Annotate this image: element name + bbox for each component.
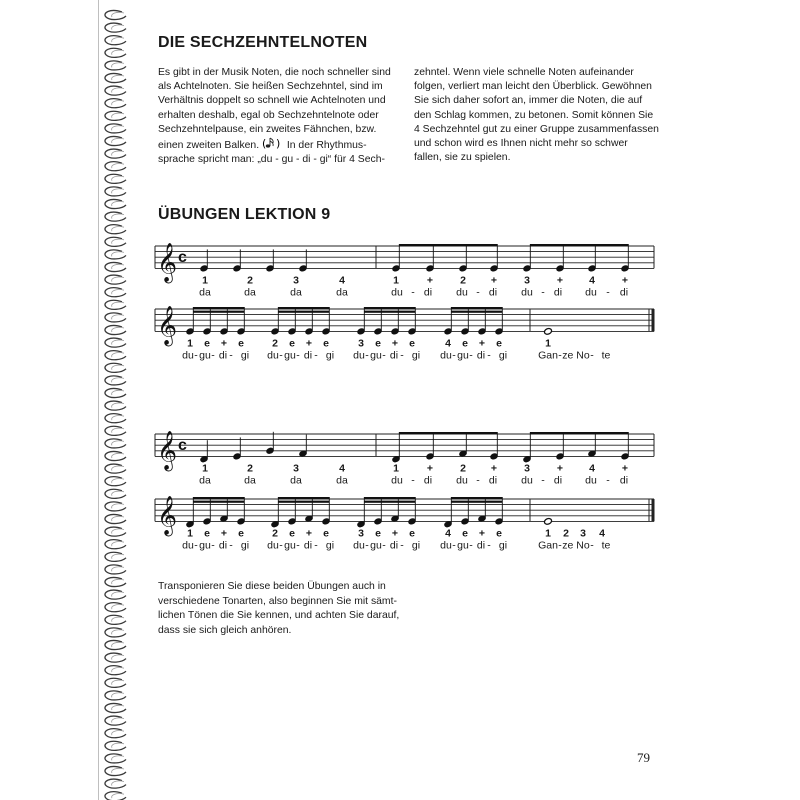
text-line: dass sie sich gleich anhören. [158, 624, 292, 636]
text-line: erhalten deshalb, egal ob Sechzehntelnote oder [158, 109, 379, 121]
syllable-label: gu [457, 349, 469, 362]
syllable-label: gi [411, 349, 421, 362]
svg-text:(: ( [261, 137, 267, 150]
beam [530, 432, 628, 434]
count-label: 3 [358, 337, 364, 350]
count-label: 4 [599, 527, 605, 540]
syllable-label: - [229, 539, 233, 552]
text-line: Es gibt in der Musik Noten, die noch schneller sind [158, 67, 391, 78]
syllable-label: da [199, 286, 211, 299]
count-label: + [621, 274, 629, 287]
syllable-label: gi [325, 539, 335, 552]
syllable-label: - [469, 539, 473, 552]
syllable-label: gi [240, 539, 250, 552]
syllable-label: - [211, 349, 215, 362]
syllable-label: - [314, 539, 318, 552]
count-label: 1 [393, 462, 399, 475]
syllable-label: gi [240, 349, 250, 362]
syllable-label: di [553, 286, 563, 299]
count-label: 4 [589, 462, 595, 475]
beamed-group [364, 307, 415, 330]
staff [155, 246, 654, 268]
beam [193, 497, 244, 499]
count-label: + [391, 337, 399, 350]
beamed-group [278, 307, 329, 330]
syllable-label: - [279, 349, 283, 362]
treble-clef: 𝄞 [157, 306, 178, 345]
syllable-label: - [590, 349, 594, 362]
count-label: 1 [202, 462, 208, 475]
syllable-label: du [456, 474, 468, 487]
syllable-label: da [244, 286, 256, 299]
beam [364, 307, 415, 309]
count-label: 1 [545, 337, 551, 350]
count-label: 4 [589, 274, 595, 287]
count-label: + [220, 527, 228, 540]
count-label: e [496, 527, 502, 540]
text-line: als Achtelnoten. Sie heißen Sechzehntel, sind im [158, 81, 383, 93]
syllable-label: gi [411, 539, 421, 552]
syllable-label: di [619, 286, 629, 299]
count-label: + [556, 274, 564, 287]
section-title: DIE SECHZEHNTELNOTEN [158, 34, 368, 51]
syllable-label: gi [498, 539, 508, 552]
beam [193, 307, 244, 309]
beam [451, 501, 502, 503]
count-label: 1 [202, 274, 208, 287]
beam [278, 497, 329, 499]
syllable-label: gu [199, 539, 211, 552]
count-label: + [391, 527, 399, 540]
count-label: e [496, 337, 502, 350]
count-label: 3 [580, 527, 586, 540]
count-label: + [426, 274, 434, 287]
time-signature: c [178, 437, 187, 455]
syllable-label: - [211, 539, 215, 552]
beam [399, 244, 497, 246]
syllable-label: du [585, 474, 597, 487]
syllable-label: da [290, 286, 302, 299]
syllable-label: di [488, 474, 498, 487]
syllable-label: du [440, 349, 452, 362]
text-line: folgen, verliert man leicht den Überblick. Gewöhnen [414, 81, 652, 93]
text-fragment: In der Rhythmus- [286, 140, 367, 152]
syllable-label: - [382, 539, 386, 552]
count-label: e [375, 527, 381, 540]
beam [278, 307, 329, 309]
count-label: 2 [563, 527, 569, 540]
syllable-label: - [365, 539, 369, 552]
exercise-note [158, 580, 399, 638]
count-label: 2 [272, 337, 278, 350]
beam [278, 311, 329, 313]
beam [364, 311, 415, 313]
syllable-label: Gan [538, 349, 558, 362]
syllable-label: du [440, 539, 452, 552]
text-line: lichen Tönen die Sie kennen, und achten Sie darauf, [158, 610, 400, 622]
syllable-label: du [267, 349, 279, 362]
syllable-label: di [488, 286, 498, 299]
count-label: 1 [187, 527, 193, 540]
count-label: 3 [293, 274, 299, 287]
count-label: + [490, 274, 498, 287]
syllable-label: du [521, 286, 533, 299]
syllable-label: di [303, 539, 313, 552]
count-label: 1 [545, 527, 551, 540]
beam [530, 244, 628, 246]
syllable-label: du [182, 539, 194, 552]
syllable-label: - [279, 539, 283, 552]
syllable-label: da [290, 474, 302, 487]
syllable-label: ze No [562, 539, 590, 552]
count-label: e [323, 337, 329, 350]
beam [451, 311, 502, 313]
syllable-label: gu [457, 539, 469, 552]
beamed-group [193, 307, 244, 330]
treble-clef: 𝄞 [157, 431, 178, 470]
count-label: + [305, 527, 313, 540]
syllable-label: di [619, 474, 629, 487]
whole-note [544, 328, 553, 336]
syllable-label: - [194, 539, 198, 552]
beam [399, 432, 497, 434]
syllable-label: di [553, 474, 563, 487]
syllable-label: da [336, 474, 348, 487]
syllable-label: gi [498, 349, 508, 362]
syllable-label: - [452, 539, 456, 552]
syllable-label: di [423, 474, 433, 487]
syllable-label: - [558, 539, 562, 552]
beamed-group [451, 307, 502, 330]
syllable-label: da [199, 474, 211, 487]
beam [451, 497, 502, 499]
count-label: + [478, 527, 486, 540]
text-line: verschiedene Tonarten, also beginnen Sie mit sämt- [158, 595, 397, 607]
syllable-label: - [606, 474, 610, 487]
syllable-label: di [303, 349, 313, 362]
syllable-label: - [452, 349, 456, 362]
count-label: 3 [524, 462, 530, 475]
syllable-label: di [423, 286, 433, 299]
text-line: den Schlag kommen, zu betonen. Somit können Sie [414, 109, 654, 121]
syllable-label: da [244, 474, 256, 487]
count-label: 2 [272, 527, 278, 540]
syllable-label: - [400, 349, 404, 362]
count-label: 2 [247, 462, 253, 475]
count-label: 3 [358, 527, 364, 540]
beam [278, 501, 329, 503]
count-label: e [375, 337, 381, 350]
syllable-label: - [411, 286, 415, 299]
count-label: + [490, 462, 498, 475]
lesson-title: ÜBUNGEN LEKTION 9 [158, 206, 331, 223]
syllable-label: - [229, 349, 233, 362]
staff [155, 434, 654, 456]
count-label: e [323, 527, 329, 540]
count-label: + [426, 462, 434, 475]
count-label: 3 [293, 462, 299, 475]
syllable-label: du [521, 474, 533, 487]
page-number: 79 [637, 750, 650, 765]
count-label: + [220, 337, 228, 350]
syllable-label: - [411, 474, 415, 487]
syllable-label: - [194, 349, 198, 362]
syllable-label: - [365, 349, 369, 362]
syllable-label: du [391, 474, 403, 487]
syllable-label: ze No [562, 349, 590, 362]
syllable-label: te [601, 349, 611, 362]
syllable-label: du [585, 286, 597, 299]
syllable-label: di [476, 349, 486, 362]
count-label: 4 [445, 337, 451, 350]
syllable-label: - [314, 349, 318, 362]
syllable-label: - [487, 539, 491, 552]
syllable-label: gi [325, 349, 335, 362]
count-label: e [409, 527, 415, 540]
syllable-label: gu [284, 349, 296, 362]
syllable-label: di [389, 539, 399, 552]
count-label: 2 [460, 462, 466, 475]
syllable-label: gu [370, 539, 382, 552]
beamed-group [530, 244, 628, 267]
count-label: e [289, 337, 295, 350]
beamed-group [399, 244, 497, 267]
syllable-label: di [218, 539, 228, 552]
count-label: e [204, 337, 210, 350]
whole-note [544, 518, 553, 526]
syllable-label: - [541, 474, 545, 487]
count-label: + [556, 462, 564, 475]
syllable-label: te [601, 539, 611, 552]
count-label: e [204, 527, 210, 540]
syllable-label: - [541, 286, 545, 299]
syllable-label: du [391, 286, 403, 299]
count-label: 4 [339, 274, 345, 287]
treble-clef: 𝄞 [157, 243, 178, 282]
count-label: e [462, 337, 468, 350]
syllable-label: gu [284, 539, 296, 552]
syllable-label: - [558, 349, 562, 362]
text-line: Transponieren Sie diese beiden Übungen auch in [158, 581, 386, 592]
beam [451, 307, 502, 309]
syllable-label: di [389, 349, 399, 362]
svg-text:): ) [275, 137, 281, 150]
syllable-label: - [476, 286, 480, 299]
syllable-label: - [400, 539, 404, 552]
syllable-label: - [382, 349, 386, 362]
beam [193, 311, 244, 313]
count-label: 1 [393, 274, 399, 287]
text-line: Sie sich daher sofort an, immer die Noten, die auf [414, 95, 643, 107]
time-signature: c [178, 249, 187, 267]
beam [193, 501, 244, 503]
count-label: 4 [339, 462, 345, 475]
count-label: 2 [247, 274, 253, 287]
syllable-label: du [353, 349, 365, 362]
text-line: 4 Sechzehntel gut zu einer Gruppe zusammenfassen [414, 123, 659, 135]
count-label: 4 [445, 527, 451, 540]
syllable-label: du [182, 349, 194, 362]
count-label: 1 [187, 337, 193, 350]
count-label: e [289, 527, 295, 540]
syllable-label: du [267, 539, 279, 552]
syllable-label: gu [199, 349, 211, 362]
syllable-label: - [296, 349, 300, 362]
count-label: e [238, 527, 244, 540]
syllable-label: di [218, 349, 228, 362]
syllable-label: du [353, 539, 365, 552]
syllable-label: gu [370, 349, 382, 362]
syllable-label: - [606, 286, 610, 299]
text-fragment: einen zweiten Balken. [158, 140, 260, 152]
count-label: 3 [524, 274, 530, 287]
text-line: sprache spricht man: „du - gu - di - gi“ für 4 Sech- [158, 154, 385, 166]
text-line: Verhältnis doppelt so schnell wie Achtelnoten und [158, 95, 386, 107]
syllable-label: - [476, 474, 480, 487]
syllable-label: du [456, 286, 468, 299]
count-label: 2 [460, 274, 466, 287]
beam [364, 501, 415, 503]
text-line: fallen, sie zu spielen. [414, 152, 511, 164]
count-label: + [621, 462, 629, 475]
syllable-label: Gan [538, 539, 558, 552]
syllable-label: - [469, 349, 473, 362]
treble-clef: 𝄞 [157, 496, 178, 535]
text-line: Sechzehntelpause, ein zweites Fähnchen, bzw. [158, 123, 377, 135]
count-label: e [238, 337, 244, 350]
text-line: zehntel. Wenn viele schnelle Noten aufeinander [414, 67, 634, 78]
count-label: + [305, 337, 313, 350]
syllable-label: di [476, 539, 486, 552]
count-label: e [462, 527, 468, 540]
syllable-label: da [336, 286, 348, 299]
beam [364, 497, 415, 499]
syllable-label: - [590, 539, 594, 552]
text-line: und schon wird es Ihnen nicht mehr so schwer [414, 138, 628, 150]
syllable-label: - [487, 349, 491, 362]
count-label: e [409, 337, 415, 350]
count-label: + [478, 337, 486, 350]
syllable-label: - [296, 539, 300, 552]
